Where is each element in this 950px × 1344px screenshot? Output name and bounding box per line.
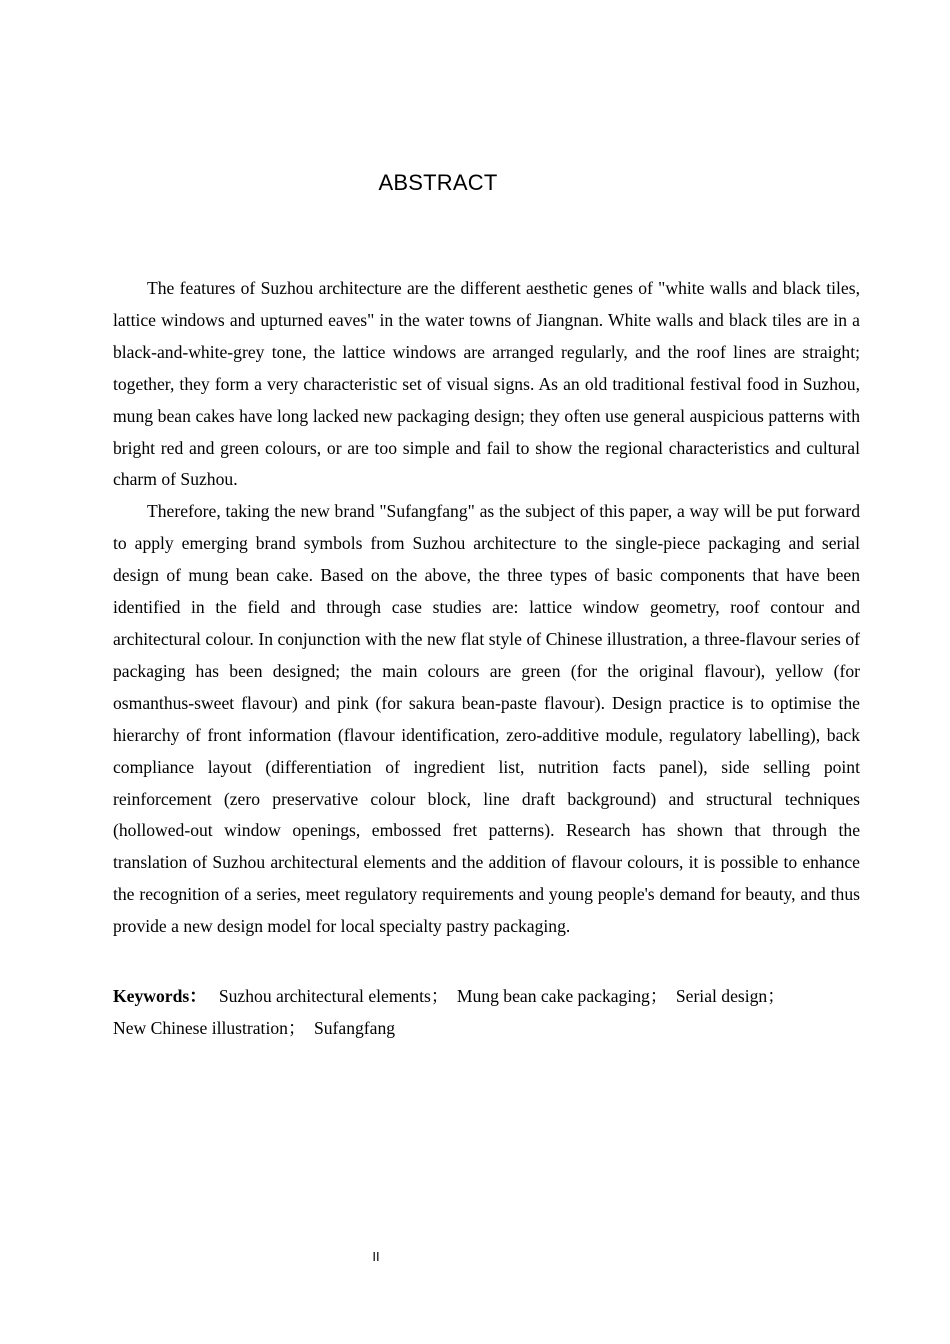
- keywords-line: [113, 980, 860, 1044]
- keyword-separator: ；: [287, 1018, 306, 1038]
- keyword-separator: ；: [649, 986, 668, 1006]
- abstract-body: [113, 273, 860, 943]
- abstract-paragraph-1: The features of Suzhou architecture are the different aesthetic genes of "white walls and black tiles, lattice windows and upturned eaves" in the water towns of Jiangnan. White walls and black tiles are in a black-and-white-grey tone, the lattice windows are arranged regularly, and the roof lines are straight; together, they form a very characteristic set of visual signs. As an old traditional festival food in Suzhou, mung bean cakes have long lacked new packaging design; they often use general auspicious patterns with bright red and green colours, or are too simple and fail to show the regional characteristics and cultural charm of Suzhou.: [113, 278, 860, 490]
- abstract-paragraph-2: Therefore, taking the new brand "Sufangfang" as the subject of this paper, a way will be put forward to apply emerging brand symbols from Suzhou architecture to the single-piece packaging and serial design of mung bean cake. Based on the above, the three types of basic components that have been identified in the field and through case studies are: lattice window geometry, roof contour and architectural colour. In conjunction with the new flat style of Chinese illustration, a three-flavour series of packaging has been designed; the main colours are green (for the original flavour), yellow (for osmanthus-sweet flavour) and pink (for sakura bean-paste flavour). Design practice is to optimise the hierarchy of front information (flavour identification, zero-additive module, regulatory labelling), back compliance layout (differentiation of ingredient list, nutrition facts panel), side selling point reinforcement (zero preservative colour block, line draft background) and structural techniques (hollowed-out window openings, embossed fret patterns). Research has shown that through the translation of Suzhou architectural elements and the addition of flavour colours, it is possible to enhance the recognition of a series, meet regulatory requirements and young people's demand for beauty, and thus provide a new design model for local specialty pastry packaging.: [113, 501, 860, 937]
- abstract-title: ABSTRACT: [378, 170, 498, 195]
- keyword-separator: ；: [430, 986, 449, 1006]
- keywords-label: Keywords：: [113, 986, 207, 1006]
- keyword-item: Mung bean cake packaging: [456, 986, 650, 1006]
- keyword-item: Serial design: [675, 986, 768, 1006]
- keyword-separator: ；: [767, 986, 785, 1006]
- keyword-item: New Chinese illustration: [113, 1018, 288, 1038]
- keyword-item: Suzhou architectural elements: [218, 986, 431, 1006]
- keyword-item: Sufangfang: [313, 1018, 396, 1038]
- page-number: II: [372, 1249, 380, 1264]
